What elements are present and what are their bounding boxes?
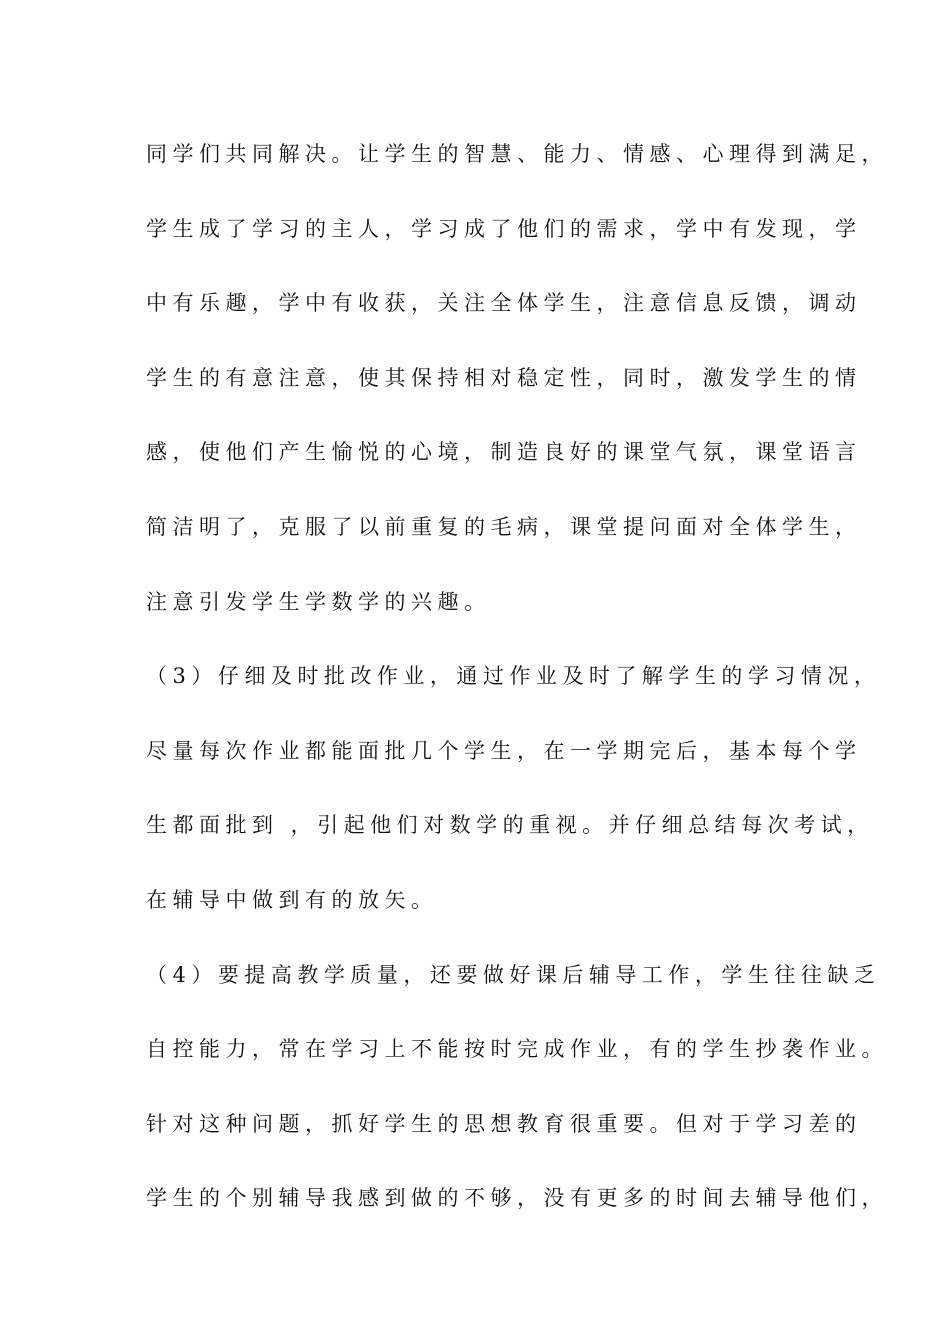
text-line: 学生的个别辅导我感到做的不够，没有更多的时间去辅导他们，	[146, 1186, 888, 1211]
text-line: 感，使他们产生愉悦的心境，制造良好的课堂气氛，课堂语言	[146, 440, 862, 465]
text-line: （4）要提高教学质量，还要做好课后辅导工作，学生往往缺乏	[146, 962, 881, 987]
text-line: 学生的有意注意，使其保持相对稳定性，同时，激发学生的情	[146, 365, 862, 390]
text-line: 针对这种问题，抓好学生的思想教育很重要。但对于学习差的	[146, 1111, 862, 1136]
body-text	[146, 130, 888, 1249]
text-line: 同学们共同解决。让学生的智慧、能力、情感、心理得到满足，	[146, 142, 888, 166]
text-line: 注意引发学生学数学的兴趣。	[146, 589, 491, 614]
text-line: 中有乐趣，学中有收获，关注全体学生，注意信息反馈，调动	[146, 291, 862, 316]
text-line: 尽量每次作业都能面批几个学生，在一学期完后，基本每个学	[146, 738, 862, 763]
text-line: 学生成了学习的主人，学习成了他们的需求，学中有发现，学	[146, 216, 862, 241]
text-line: 生都面批到 ，引起他们对数学的重视。并仔细总结每次考试，	[146, 813, 874, 838]
text-line: 自控能力，常在学习上不能按时完成作业，有的学生抄袭作业。	[146, 1037, 888, 1062]
text-line: （3）仔细及时批改作业，通过作业及时了解学生的学习情况，	[146, 664, 881, 689]
text-line: 在辅导中做到有的放矢。	[146, 887, 438, 912]
text-line: 简洁明了，克服了以前重复的毛病，课堂提问面对全体学生，	[146, 514, 862, 539]
